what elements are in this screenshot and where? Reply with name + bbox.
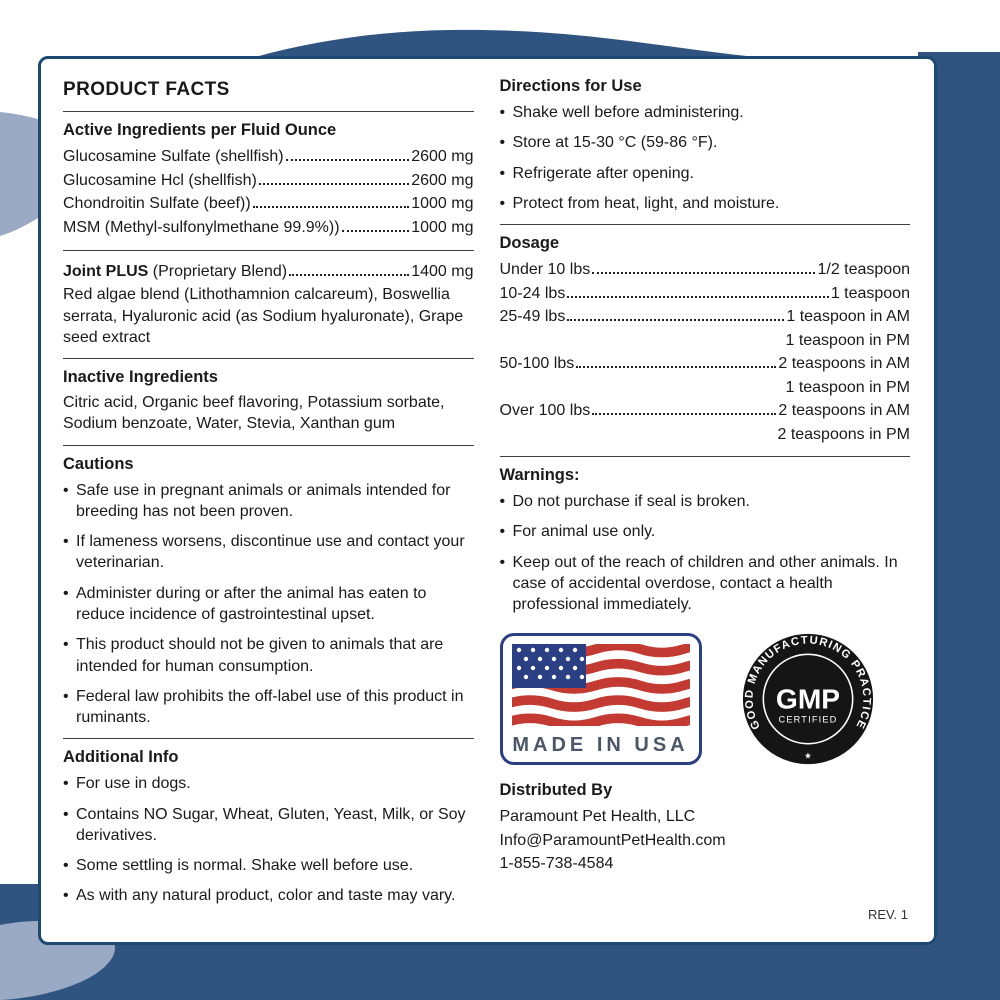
direction-item: • Shake well before administering. xyxy=(500,102,911,123)
revision-label: REV. 1 xyxy=(868,907,908,922)
product-facts-panel xyxy=(38,56,937,945)
dosage-weight: 25-49 lbs xyxy=(499,308,566,326)
certification-badges xyxy=(500,631,911,767)
dosage-row xyxy=(500,305,911,329)
dosage-row xyxy=(500,282,911,306)
divider xyxy=(63,445,474,446)
dot-leader xyxy=(259,183,409,185)
dosage-row xyxy=(500,352,911,376)
direction-item: • Protect from heat, light, and moisture. xyxy=(500,193,911,214)
divider xyxy=(500,224,911,225)
blend-amount: 1400 mg xyxy=(411,262,474,280)
distributed-by-heading: Distributed By xyxy=(499,781,613,800)
dot-leader xyxy=(286,159,410,161)
warnings-heading: Warnings: xyxy=(499,465,580,484)
dosage-amount-pm: 1 teaspoon in PM xyxy=(785,332,910,350)
gmp-certified-badge xyxy=(740,631,876,767)
dosage-row xyxy=(500,258,911,282)
dot-leader xyxy=(289,274,409,276)
additional-info-item: • Contains NO Sugar, Wheat, Gluten, Yeast, Milk, or Soy derivatives. xyxy=(63,804,474,847)
divider xyxy=(63,250,474,251)
ingredient-name: Glucosamine Sulfate (shellfish) xyxy=(63,148,284,165)
right-column xyxy=(500,75,911,928)
dosage-weight: Over 100 lbs xyxy=(499,402,591,420)
directions-heading: Directions for Use xyxy=(499,77,642,95)
blend-name xyxy=(63,260,287,284)
distributor-phone: 1-855-738-4584 xyxy=(499,854,614,872)
dosage-amount-pm: 1 teaspoon in PM xyxy=(785,378,910,396)
cautions-list xyxy=(63,480,474,729)
made-in-usa-label: MADE IN USA xyxy=(512,734,689,757)
dosage-weight: Under 10 lbs xyxy=(499,261,591,279)
ingredient-row xyxy=(63,192,474,216)
dosage-amount: 1/2 teaspoon xyxy=(817,261,910,279)
active-ingredients-heading: Active Ingredients per Fluid Ounce xyxy=(63,121,337,139)
dosage-weight: 50-100 lbs xyxy=(499,355,575,373)
dosage-row xyxy=(500,399,911,423)
left-column xyxy=(63,75,474,928)
caution-item: • Administer during or after the animal has eaten to reduce incidence of gastrointestinal upset. xyxy=(63,583,474,626)
warning-item: • Keep out of the reach of children and other animals. In case of accidental overdose, contact a health professional immediately. xyxy=(500,552,911,616)
ingredient-amount: 2600 mg xyxy=(411,148,474,165)
ingredient-row xyxy=(63,169,474,193)
dot-leader xyxy=(253,206,410,208)
ingredient-row xyxy=(63,216,474,240)
warning-item: • Do not purchase if seal is broken. xyxy=(500,491,911,512)
blend-name-rest: (Proprietary Blend) xyxy=(148,262,288,280)
distributed-by-block xyxy=(500,781,911,875)
usa-flag-icon xyxy=(512,644,690,726)
additional-info-item: • As with any natural product, color and taste may vary. xyxy=(63,885,474,906)
caution-item: • If lameness worsens, discontinue use and contact your veterinarian. xyxy=(63,531,474,574)
inactive-ingredients-text: Citric acid, Organic beef flavoring, Potassium sorbate, Sodium benzoate, Water, Stevia, Xanthan gum xyxy=(63,394,445,433)
dot-leader xyxy=(576,366,776,368)
direction-item: • Store at 15-30 °C (59-86 °F). xyxy=(500,132,911,153)
ingredient-amount: 1000 mg xyxy=(411,195,474,213)
distributor-email: Info@ParamountPetHealth.com xyxy=(499,831,726,849)
dot-leader xyxy=(342,230,410,232)
gmp-certified-text: CERTIFIED xyxy=(778,714,837,725)
additional-info-heading: Additional Info xyxy=(63,748,179,767)
cautions-heading: Cautions xyxy=(63,454,134,473)
dosage-weight: 10-24 lbs xyxy=(499,284,566,302)
dot-leader xyxy=(567,319,784,321)
additional-info-item: • For use in dogs. xyxy=(63,773,474,794)
dot-leader xyxy=(592,272,815,274)
dosage-amount: 1 teaspoon in AM xyxy=(786,308,910,326)
additional-info-item: • Some settling is normal. Shake well before use. xyxy=(63,855,474,876)
caution-item: • This product should not be given to animals that are intended for human consumption. xyxy=(63,634,474,677)
dosage-amount: 2 teaspoons in AM xyxy=(778,355,910,373)
caution-item: • Federal law prohibits the off-label use of this product in ruminants. xyxy=(63,686,474,729)
caution-item: • Safe use in pregnant animals or animals intended for breeding has not been proven. xyxy=(63,480,474,523)
ingredient-row xyxy=(63,145,474,169)
warning-item: • For animal use only. xyxy=(500,521,911,542)
blend-row xyxy=(63,260,474,284)
divider xyxy=(63,358,474,359)
directions-list xyxy=(500,102,911,214)
dosage-amount-pm: 2 teaspoons in PM xyxy=(777,425,910,443)
blend-description: Red algae blend (Lithothamnion calcareum), Boswellia serrata, Hyaluronic acid (as Sodium hyaluronate), Grape seed extract xyxy=(63,286,464,346)
warnings-list xyxy=(500,491,911,615)
dosage-amount: 1 teaspoon xyxy=(830,284,910,302)
dosage-heading: Dosage xyxy=(499,234,560,253)
additional-info-list xyxy=(63,773,474,906)
blend-name-bold: Joint PLUS xyxy=(63,262,149,280)
ingredient-name: Chondroitin Sulfate (beef)) xyxy=(63,195,251,213)
dot-leader xyxy=(592,413,776,415)
distributor-company: Paramount Pet Health, LLC xyxy=(499,808,696,826)
dosage-amount: 2 teaspoons in AM xyxy=(778,402,910,420)
ingredient-amount: 1000 mg xyxy=(411,219,474,237)
divider xyxy=(63,111,474,112)
ingredient-name: MSM (Methyl-sulfonylmethane 99.9%)) xyxy=(63,219,340,237)
made-in-usa-badge xyxy=(500,633,702,765)
divider xyxy=(63,738,474,739)
star-icon: ★ xyxy=(803,750,812,761)
gmp-center-text: GMP xyxy=(775,683,840,716)
direction-item: • Refrigerate after opening. xyxy=(500,163,911,184)
divider xyxy=(500,456,911,457)
dot-leader xyxy=(567,296,828,298)
gmp-ring-text: GOOD MANUFACTURING PRACTICE xyxy=(742,634,872,732)
ingredient-name: Glucosamine Hcl (shellfish) xyxy=(63,171,257,189)
inactive-ingredients-heading: Inactive Ingredients xyxy=(63,368,218,387)
panel-title: PRODUCT FACTS xyxy=(63,79,230,100)
ingredient-amount: 2600 mg xyxy=(411,171,474,189)
